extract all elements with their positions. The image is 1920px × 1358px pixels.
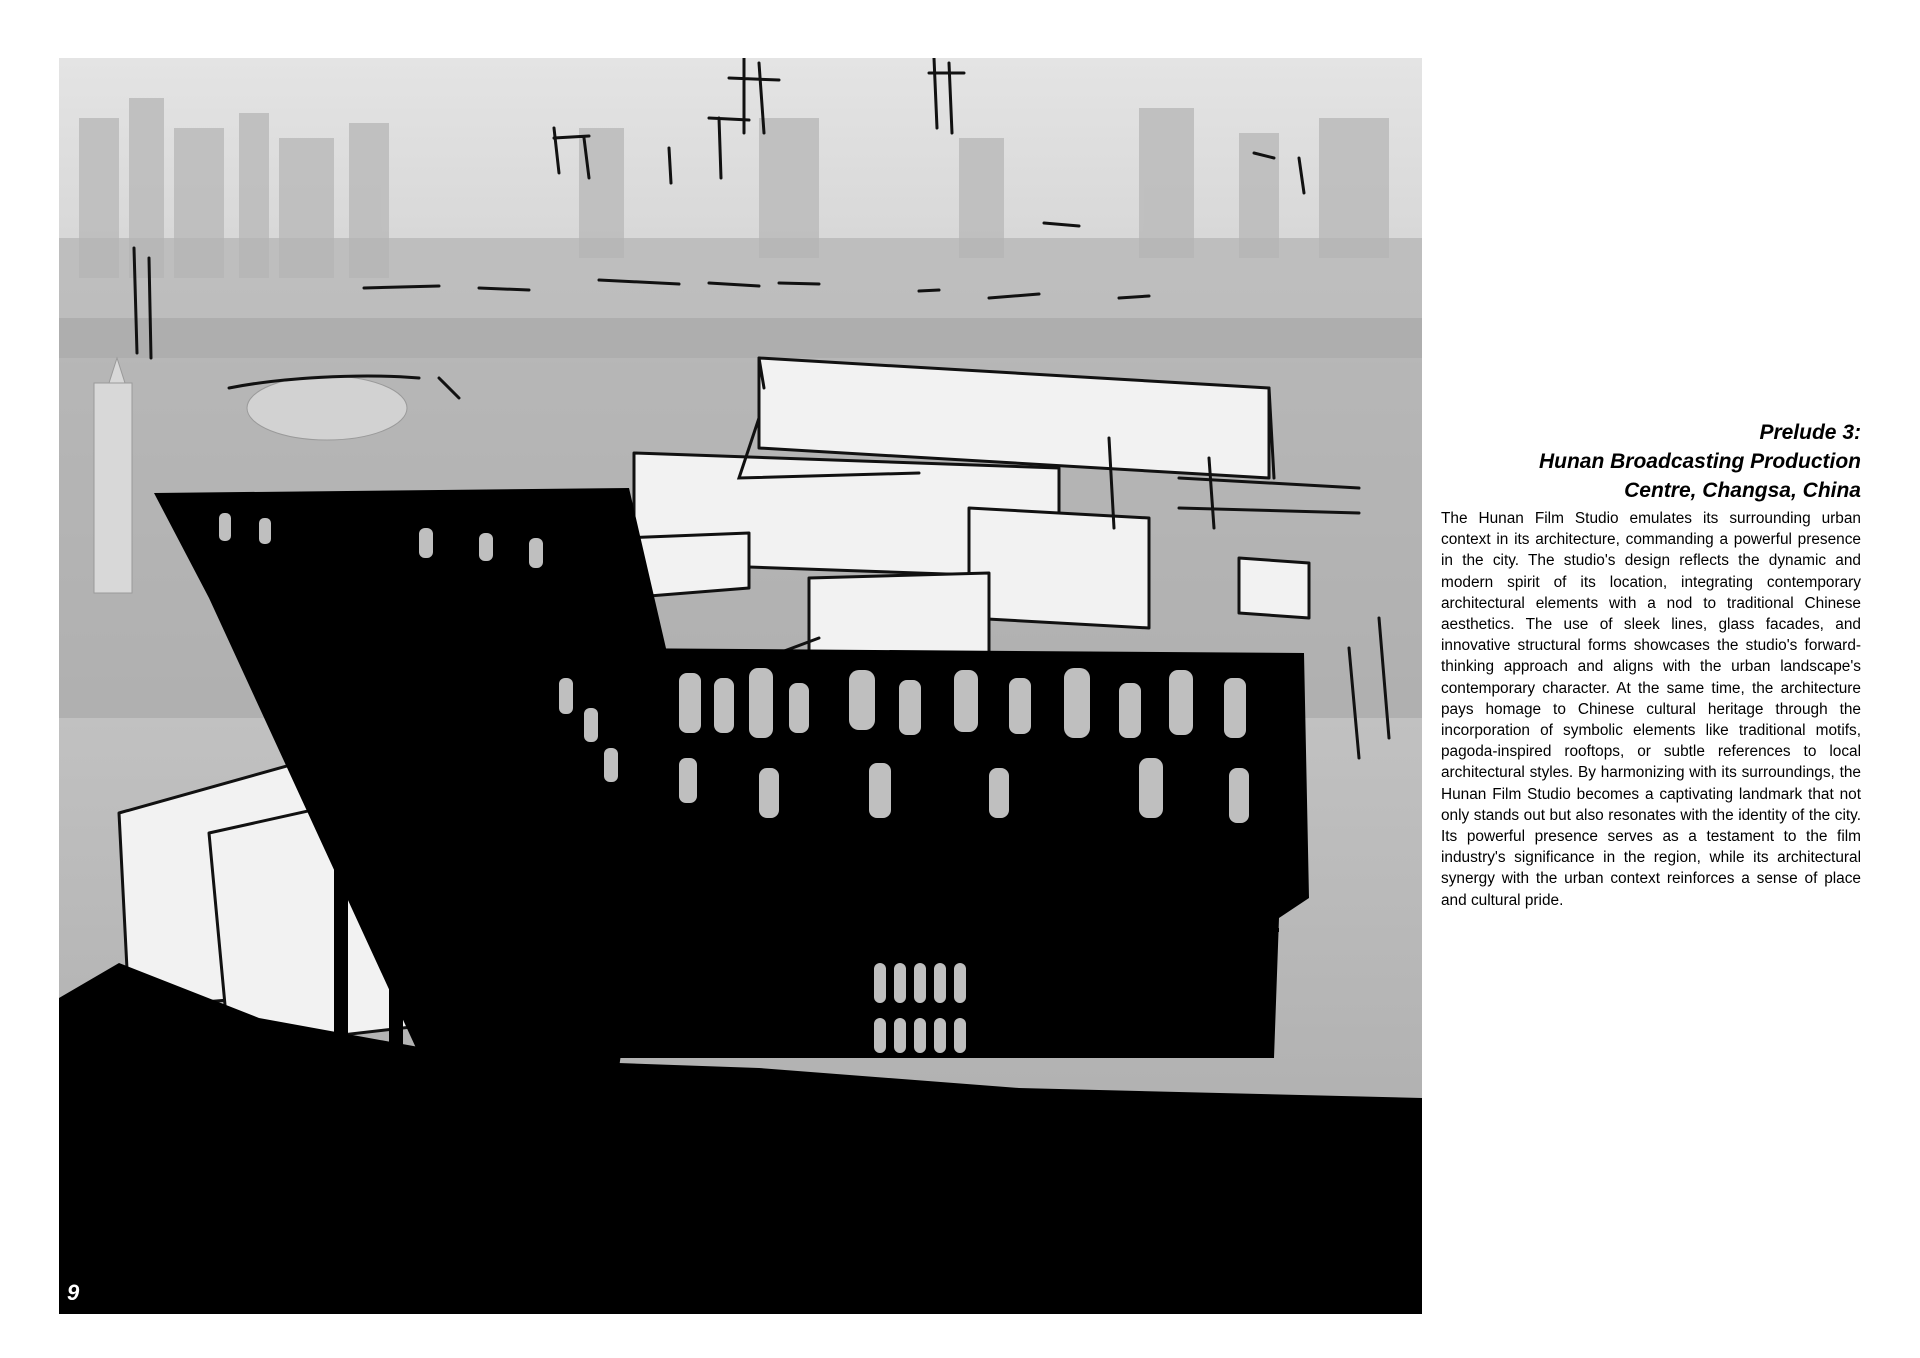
clock-tower xyxy=(94,358,132,593)
architectural-sketch-collage xyxy=(59,58,1422,1314)
title-line-1: Prelude 3: xyxy=(1759,421,1861,444)
title-line-3: Centre, Changsa, China xyxy=(1624,479,1861,502)
title-line-2: Hunan Broadcasting Production xyxy=(1538,450,1861,473)
body-paragraph: The Hunan Film Studio emulates its surrounding urban context in its architecture, commanding a powerful presence in the city. The studio's design reflects the dynamic and modern spirit of its location, integrating contemporary architectural elements with a nod to traditional Chinese aesthetics. The use of sleek lines, glass facades, and innovative structural forms showcases the studio's forward-thinking approach and aligns with the urban landscape's contemporary character. At the same time, the architecture pays homage to Chinese cultural heritage through the incorporation of symbolic elements like traditional motifs, pagoda-inspired rooftops, or subtle references to local architectural styles. By harmonizing with its surroundings, the Hunan Film Studio becomes a captivating landmark that not only stands out but also resonates with the identity of the city. Its powerful presence serves as a testament to the film industry's significance in the region, while its architectural synergy with the urban context reinforces a sense of place and cultural pride. xyxy=(1441,510,1861,909)
page-title xyxy=(1441,418,1861,505)
page-number: 9 xyxy=(67,1280,80,1305)
description-column xyxy=(1441,418,1861,911)
stadium xyxy=(247,376,407,440)
